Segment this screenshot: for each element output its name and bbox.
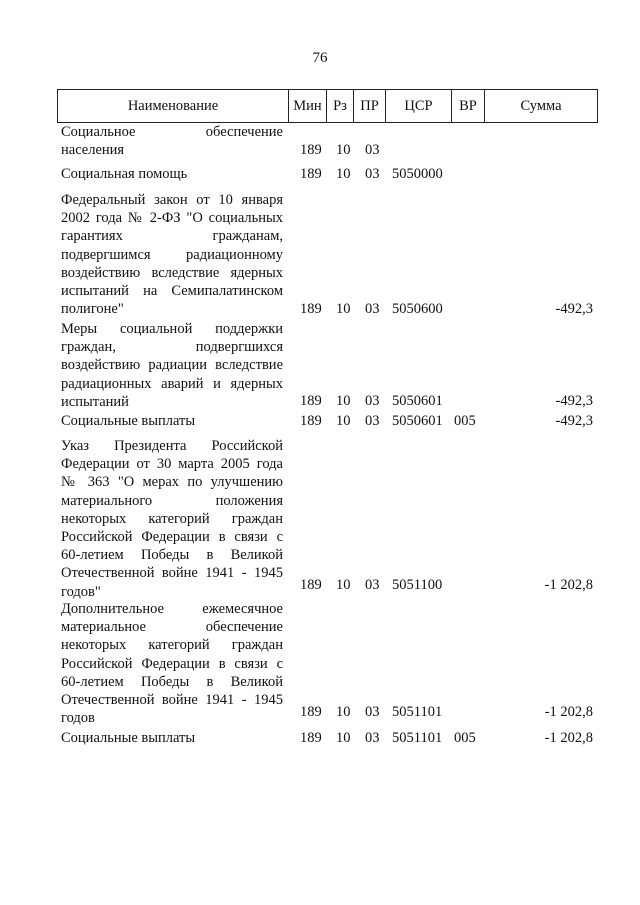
row-rz: 10 xyxy=(336,165,351,182)
page-number: 76 xyxy=(312,50,328,66)
row-rz: 10 xyxy=(336,392,351,409)
row-sum: -492,3 xyxy=(555,392,593,409)
table-row xyxy=(0,320,640,410)
row-sum: -1 202,8 xyxy=(544,729,593,746)
row-pr: 03 xyxy=(365,576,380,593)
row-min: 189 xyxy=(300,729,322,746)
row-min: 189 xyxy=(300,703,322,720)
row-rz: 10 xyxy=(336,729,351,746)
row-csr: 5050600 xyxy=(392,300,443,317)
row-pr: 03 xyxy=(365,703,380,720)
column-header-csr: ЦСР xyxy=(385,90,451,122)
row-name: Социальное обеспечение населения xyxy=(61,124,283,159)
row-name: Федеральный закон от 10 января 2002 года № 2-ФЗ "О социальных гарантиях гражданам, подвергшимся радиационному воздействию вследствие ядерных испытаний на Семипалатинском полигоне" xyxy=(61,192,283,318)
row-min: 189 xyxy=(300,412,322,429)
row-rz: 10 xyxy=(336,300,351,317)
row-min: 189 xyxy=(300,300,322,317)
row-rz: 10 xyxy=(336,141,351,158)
row-rz: 10 xyxy=(336,703,351,720)
table-row xyxy=(0,437,640,600)
table-row xyxy=(0,600,640,727)
row-min: 189 xyxy=(300,576,322,593)
row-sum: -1 202,8 xyxy=(544,703,593,720)
table-row xyxy=(0,123,640,159)
row-pr: 03 xyxy=(365,412,380,429)
row-sum: -492,3 xyxy=(555,412,593,429)
row-name: Социальные выплаты xyxy=(61,413,196,429)
row-min: 189 xyxy=(300,165,322,182)
row-csr: 5051100 xyxy=(392,576,443,593)
row-name: Указ Президента Российской Федерации от 30 марта 2005 года № 363 "О мерах по улучшению материального положения некоторых категорий граждан Российской Федерации в связи с 60-летием Победы в Великой Отечественной войне 1941 - 1945 годов" xyxy=(61,438,283,600)
table-row xyxy=(0,191,640,318)
table-row xyxy=(0,165,640,183)
row-name: Социальные выплаты xyxy=(61,730,196,746)
row-csr: 5051101 xyxy=(392,703,443,720)
row-pr: 03 xyxy=(365,141,380,158)
row-pr: 03 xyxy=(365,300,380,317)
row-min: 189 xyxy=(300,141,322,158)
row-min: 189 xyxy=(300,392,322,409)
row-rz: 10 xyxy=(336,576,351,593)
column-header-vr: ВР xyxy=(451,90,484,122)
table-row xyxy=(0,729,640,747)
row-pr: 03 xyxy=(365,165,380,182)
row-rz: 10 xyxy=(336,412,351,429)
column-header-name: Наименование xyxy=(127,97,219,114)
row-vr: 005 xyxy=(454,729,476,746)
row-csr: 5051101 xyxy=(392,729,443,746)
column-header-rz: Рз xyxy=(326,90,353,122)
column-header-pr: ПР xyxy=(353,90,385,122)
row-vr: 005 xyxy=(454,412,476,429)
table-row xyxy=(0,412,640,430)
row-pr: 03 xyxy=(365,392,380,409)
row-csr: 5050601 xyxy=(392,392,443,409)
table-header xyxy=(57,89,598,123)
row-csr: 5050601 xyxy=(392,412,443,429)
row-name: Меры социальной поддержки граждан, подвергшихся воздействию радиации вследствие радиационных аварий и ядерных испытаний xyxy=(61,321,283,410)
row-sum: -1 202,8 xyxy=(544,576,593,593)
row-name: Социальная помощь xyxy=(61,166,188,182)
column-header-sum: Сумма xyxy=(484,90,597,122)
column-header-min: Мин xyxy=(288,90,326,122)
row-name: Дополнительное ежемесячное материальное обеспечение некоторых категорий граждан Российской Федерации в связи с 60-летием Победы в Великой Отечественной войне 1941 - 1945 годов xyxy=(61,601,283,727)
row-sum: -492,3 xyxy=(555,300,593,317)
row-pr: 03 xyxy=(365,729,380,746)
row-csr: 5050000 xyxy=(392,165,443,182)
